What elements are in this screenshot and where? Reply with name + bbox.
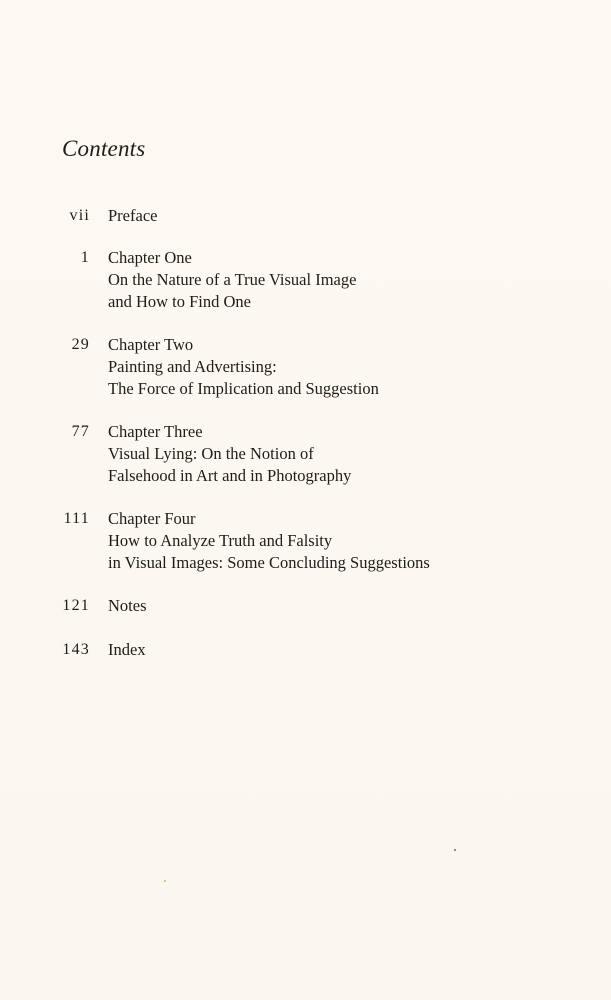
toc-entry-text — [108, 508, 588, 573]
toc-page-number: 121 — [62, 597, 90, 614]
toc-line: Preface — [108, 206, 158, 225]
toc-line: Painting and Advertising: — [108, 356, 277, 376]
toc-line: and How to Find One — [108, 291, 251, 311]
toc-line: Falsehood in Art and in Photography — [108, 465, 352, 485]
toc-page-number: 143 — [62, 641, 90, 658]
toc-entry-text — [108, 205, 588, 227]
toc-line: The Force of Implication and Suggestion — [108, 378, 379, 398]
toc-line: How to Analyze Truth and Falsity — [108, 530, 333, 550]
toc-line: Visual Lying: On the Notion of — [108, 443, 314, 463]
toc-entry-text — [108, 334, 588, 399]
toc-page-number: 111 — [63, 510, 90, 527]
toc-entry-text — [108, 421, 588, 486]
toc-entry-text — [108, 595, 588, 617]
toc-page-number: 29 — [71, 336, 90, 353]
paper-speck — [454, 849, 456, 851]
toc-page-number: vii — [69, 207, 90, 224]
toc-line: Chapter Four — [108, 509, 196, 528]
toc-line: Index — [108, 640, 146, 659]
toc-line: Chapter One — [108, 248, 192, 267]
toc-page-number: 1 — [80, 249, 90, 266]
toc-entry-text — [108, 247, 588, 312]
toc-page-number: 77 — [71, 423, 90, 440]
toc-line: Chapter Two — [108, 335, 194, 354]
toc-line: Chapter Three — [108, 422, 203, 441]
paper-speck — [164, 880, 166, 882]
toc-entry-text — [108, 639, 588, 661]
toc-line: On the Nature of a True Visual Image — [108, 269, 357, 289]
toc-line: Notes — [108, 596, 147, 615]
toc-line: in Visual Images: Some Concluding Suggestions — [108, 552, 430, 572]
contents-heading: Contents — [62, 136, 146, 161]
